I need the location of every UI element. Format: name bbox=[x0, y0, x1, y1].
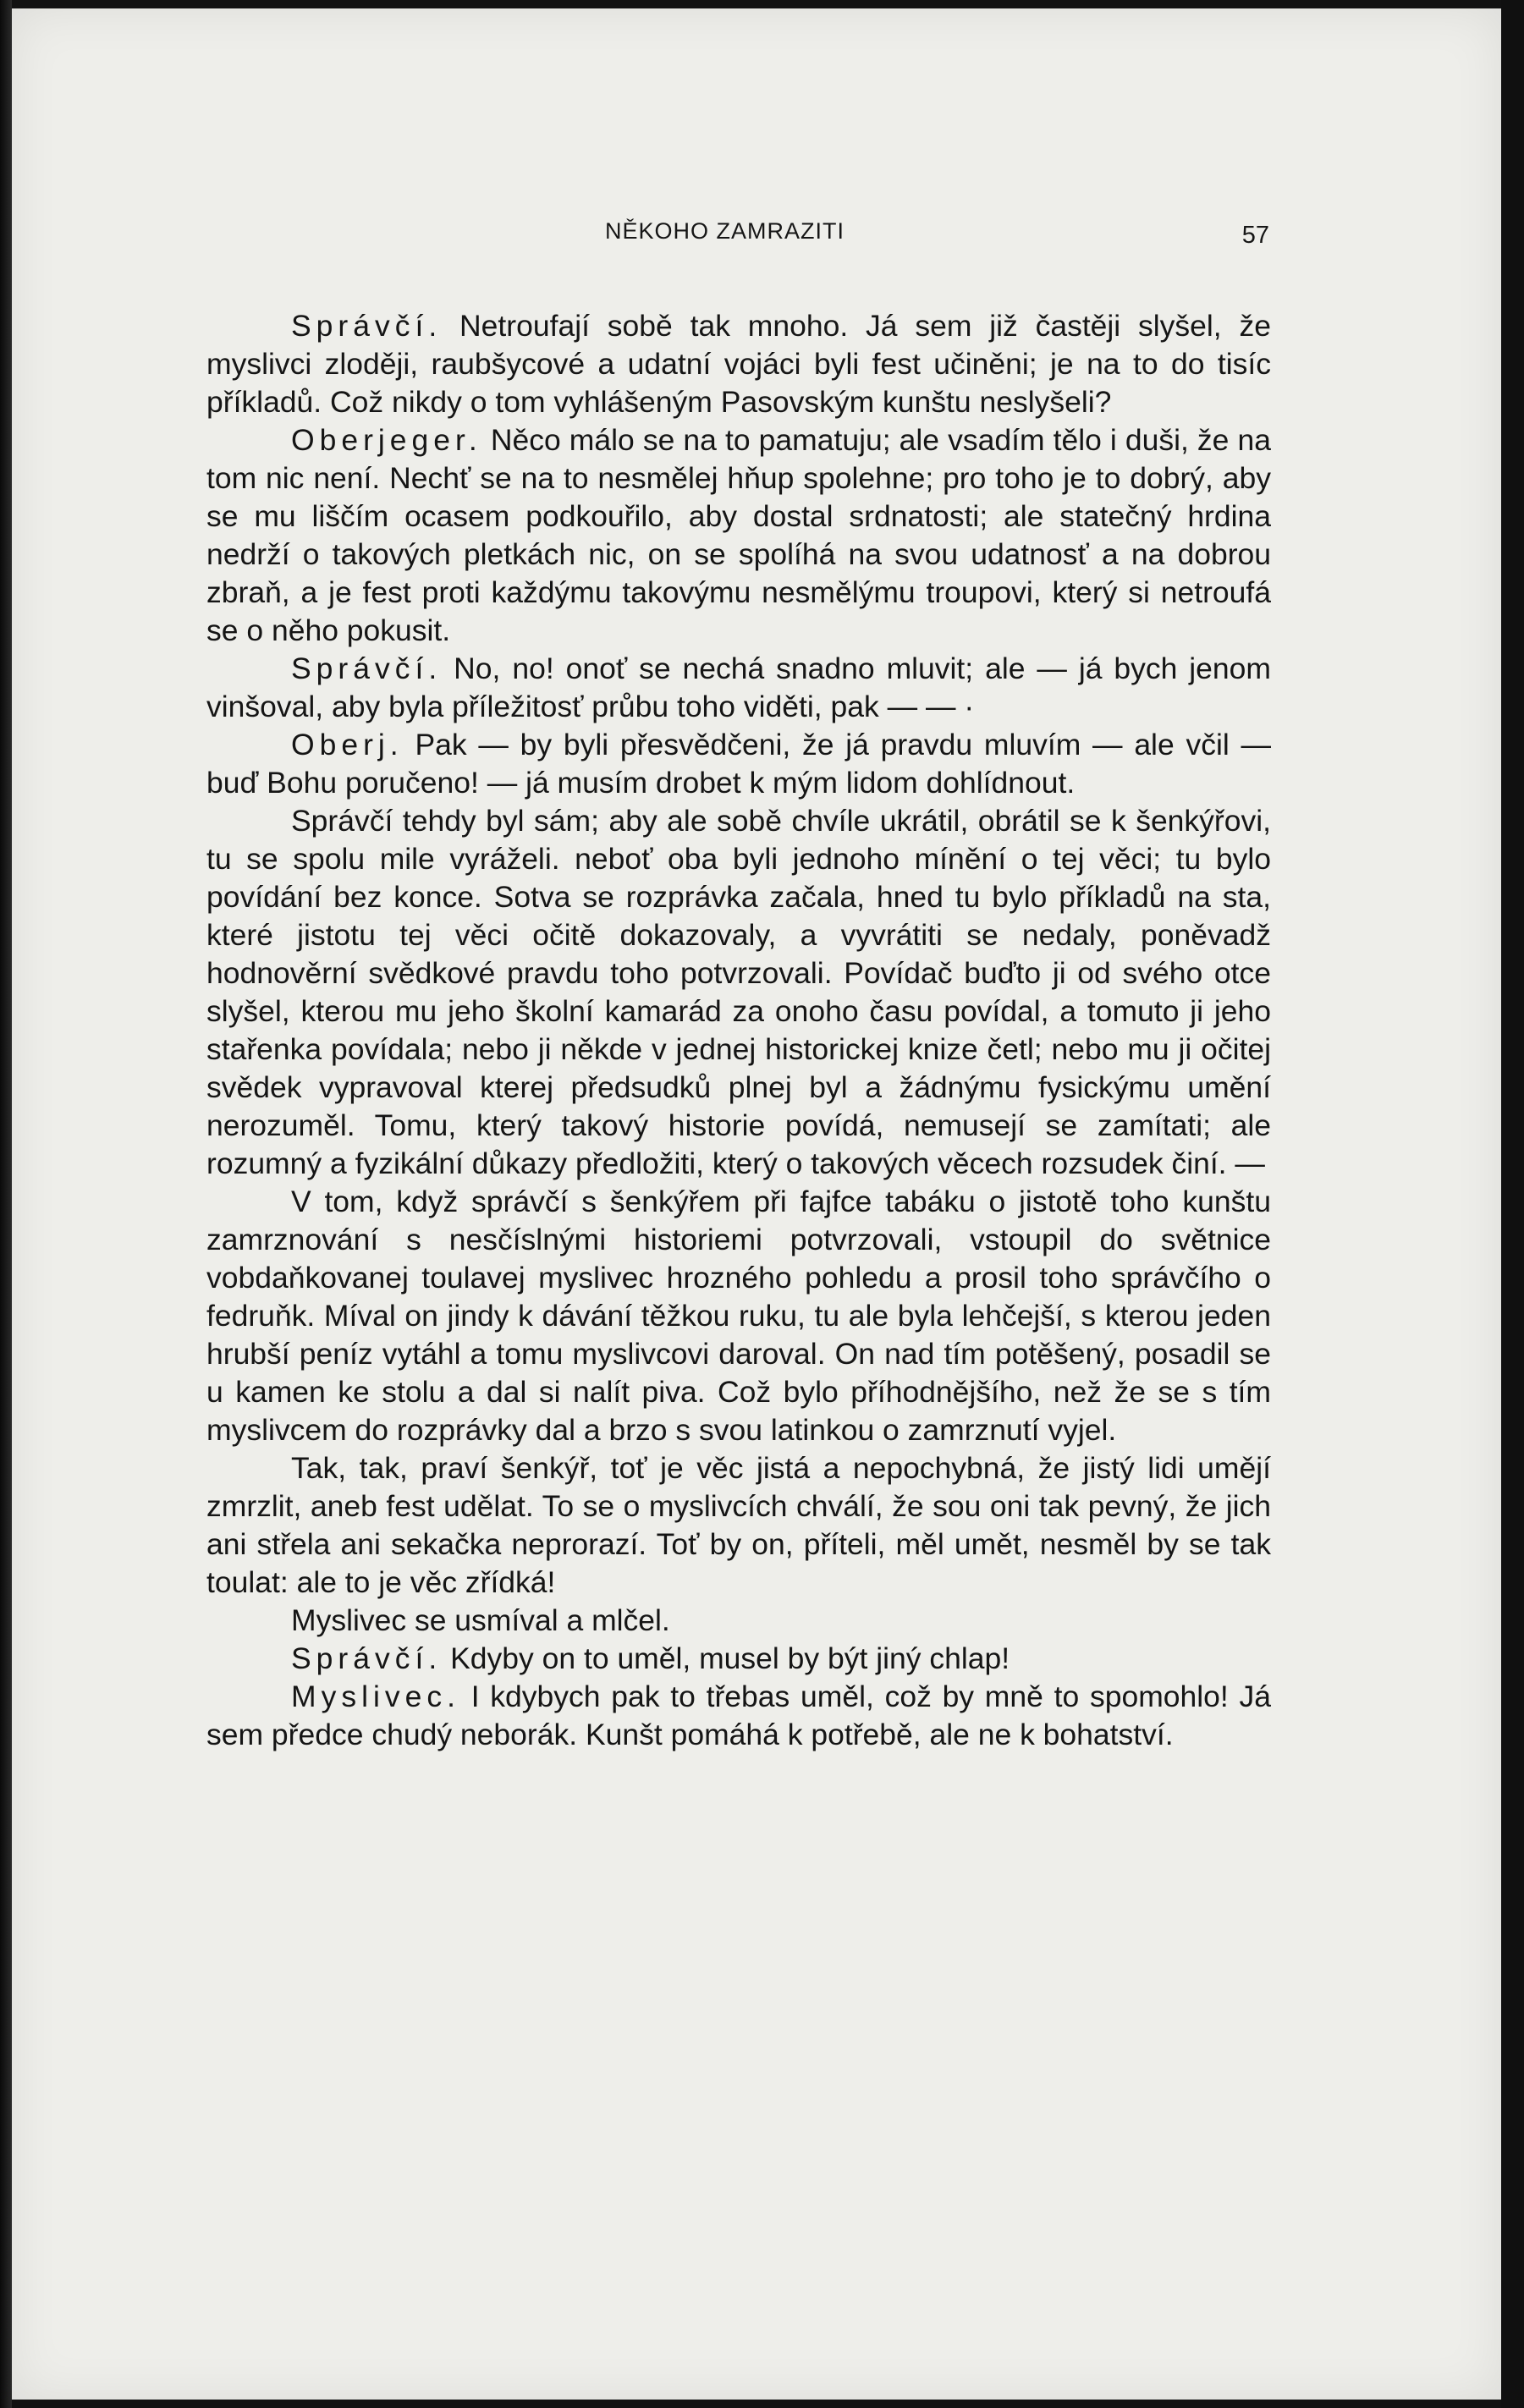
speaker-label: Oberjeger. bbox=[291, 423, 482, 457]
speaker-label: Správčí. bbox=[291, 309, 443, 343]
paragraph bbox=[206, 1640, 1271, 1678]
paragraph-text: Správčí tehdy byl sám; aby ale sobě chvíle ukrátil, obrátil se k šenkýřovi, tu se spolu mile vyráželi. neboť oba byli jednoho mínění o tej věci; tu bylo povídání bez konce. Sotva se rozprávka začala, hned tu bylo příkladů na sta, které jistotu tej věci očitě dokazovaly, a vyvrátiti se nedaly, poněvadž hodnověrní svědkové pravdu toho potvrzovali. Povídač buďto ji od svého otce slyšel, kterou mu jeho školní kamarád za onoho času povídal, a tomuto ji jeho stařenka povídala; nebo ji někde v jednej historickej knize četl; nebo mu ji očitej svědek vypravoval kterej předsudků plnej byl a žádnýmu fysickýmu umění nerozuměl. Tomu, který takový historie povídá, nemusejí se zamítati; ale rozumný a fyzikální důkazy předložiti, který o takových věcech rozsudek činí. — bbox=[206, 804, 1271, 1180]
speaker-label: Oberj. bbox=[291, 728, 404, 761]
speaker-label: Správčí. bbox=[291, 1641, 443, 1675]
paragraph-text: I kdybych pak to třebas uměl, což by mně to spomohlo! Já sem předce chudý neborák. Kunšt pomáhá k potřebě, ale ne k bohatství. bbox=[206, 1680, 1271, 1751]
page-number: 57 bbox=[1241, 222, 1269, 249]
speaker-label: Myslivec. bbox=[291, 1680, 460, 1713]
running-title: NĚKOHO ZAMRAZITI bbox=[605, 218, 845, 244]
paragraph bbox=[206, 421, 1271, 650]
body-text bbox=[206, 307, 1271, 1754]
speaker-label: Správčí. bbox=[291, 651, 443, 685]
paragraph-text: Tak, tak, praví šenkýř, toť je věc jistá a nepochybná, že jistý lidi umějí zmrzlit, aneb fest udělat. To se o myslivcích chválí, že sou oni tak pevný, že jich ani střela ani sekačka neprorazí. Toť by on, příteli, měl umět, nesměl by se tak toulat: ale to je věc zřídká! bbox=[206, 1451, 1271, 1599]
paragraph bbox=[206, 1183, 1271, 1449]
paragraph-text: V tom, když správčí s šenkýřem při fajfce tabáku o jistotě toho kunštu zamrznování s nesčíslnými historiemi potvrzovali, vstoupil do světnice vobdaňkovanej toulavej myslivec hrozného pohledu a prosil toho správčího o fedruňk. Míval on jindy k dávání těžkou ruku, tu ale byla lehčejší, s kterou jeden hrubší peníz vytáhl a tomu myslivcovi daroval. On nad tím potěšený, posadil se u kamen ke stolu a dal si nalít piva. Což bylo příhodnějšího, než že se s tím myslivcem do rozprávky dal a brzo s svou latinkou o zamrznutí vyjel. bbox=[206, 1185, 1271, 1447]
paragraph-text: Něco málo se na to pamatuju; ale vsadím tělo i duši, že na tom nic není. Nechť se na to nesmělej hňup spolehne; pro toho je to dobrý, aby se mu liščím ocasem podkouřilo, aby dostal srdnatosti; ale statečný hrdina nedrží o takových pletkách nic, on se spolíhá na svou udatnosť a na dobrou zbraň, a je fest proti každýmu takovýmu nesmělýmu troupovi, který si netroufá se o něho pokusit. bbox=[206, 423, 1271, 647]
paragraph bbox=[206, 1602, 1271, 1640]
paragraph bbox=[206, 307, 1271, 421]
paragraph bbox=[206, 650, 1271, 726]
page-header bbox=[169, 218, 1269, 252]
paragraph bbox=[206, 1449, 1271, 1602]
paragraph bbox=[206, 802, 1271, 1183]
paragraph-text: Myslivec se usmíval a mlčel. bbox=[291, 1603, 670, 1637]
paragraph-text: No, no! onoť se nechá snadno mluvit; ale — já bych jenom vinšoval, aby byla příležitosť průbu toho viděti, pak — — · bbox=[206, 651, 1271, 723]
paragraph-text: Netroufají sobě tak mnoho. Já sem již častěji slyšel, že myslivci zloději, raubšycové a udatní vojáci byli fest učiněni; je na to do tisíc příkladů. Což nikdy o tom vyhlášeným Pasovským kunštu neslyšeli? bbox=[206, 309, 1271, 419]
paragraph-text: Pak — by byli přesvědčeni, že já pravdu mluvím — ale včil — buď Bohu poručeno! — já musím drobet k mým lidom dohlídnout. bbox=[206, 728, 1271, 800]
paragraph-text: Kdyby on to uměl, musel by být jiný chlap! bbox=[450, 1641, 1010, 1675]
paragraph bbox=[206, 726, 1271, 802]
paragraph bbox=[206, 1678, 1271, 1754]
scan-left-edge bbox=[0, 0, 12, 2408]
scan-right-edge bbox=[1501, 0, 1524, 2408]
